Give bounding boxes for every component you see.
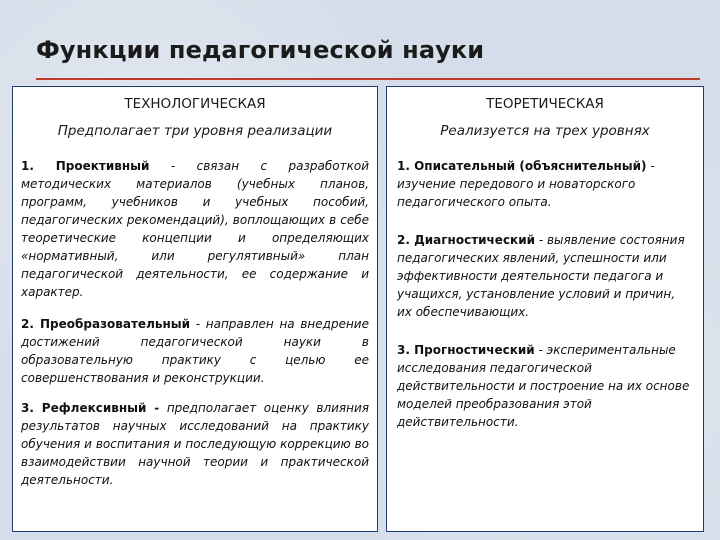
- level-name: 1. Описательный (объяснительный): [397, 159, 647, 173]
- level-item: [387, 341, 703, 431]
- level-item: [13, 399, 377, 489]
- column-technological: [12, 86, 378, 532]
- column-header: ТЕХНОЛОГИЧЕСКАЯ: [124, 96, 266, 112]
- level-name: 2. Преобразовательный: [21, 317, 190, 331]
- column-subtitle: Реализуется на трех уровнях: [440, 123, 650, 139]
- level-item: [387, 231, 703, 321]
- column-theoretical: [386, 86, 704, 532]
- level-item: [13, 315, 377, 387]
- level-name: 2. Диагностический: [397, 233, 536, 247]
- level-item: [387, 157, 703, 211]
- slide-title: Функции педагогической науки: [36, 36, 485, 64]
- column-header: ТЕОРЕТИЧЕСКАЯ: [486, 96, 604, 112]
- level-description: предполагает оценку влияния результатов научных исследований на практику обучения и воспитания и последующую коррекцию во взаимодействии научной теории и практической деятельности.: [21, 401, 369, 487]
- level-description: - направлен на внедрение достижений педагогической науки в образовательную практику с целью ее совершенствования и реконструкции.: [21, 317, 369, 385]
- level-name: 3. Рефлексивный -: [21, 401, 160, 415]
- level-name: 1. Проективный: [21, 159, 150, 173]
- column-subtitle: Предполагает три уровня реализации: [57, 123, 333, 139]
- level-description: - выявление состояния педагогических явлений, успешности или эффективности деятельности педагога и учащихся, установление условий и причин, их обеспечивающих.: [397, 233, 685, 319]
- level-description: - экспериментальные исследования педагогической действительности и построение на их основе моделей преобразования этой действительности.: [397, 343, 690, 429]
- level-description: - изучение передового и новаторского педагогического опыта.: [397, 159, 655, 209]
- title-divider: [36, 78, 700, 80]
- level-description: - связан с разработкой методических материалов (учебных планов, программ, учебников и учебных пособий, педагогических рекомендаций), воплощающих в себе теоретические концепции и определяющих «нормативный, или регулятивный» план педагогической деятельности, ее содержание и характер.: [21, 159, 369, 299]
- level-name: 3. Прогностический: [397, 343, 535, 357]
- level-item: [13, 157, 377, 301]
